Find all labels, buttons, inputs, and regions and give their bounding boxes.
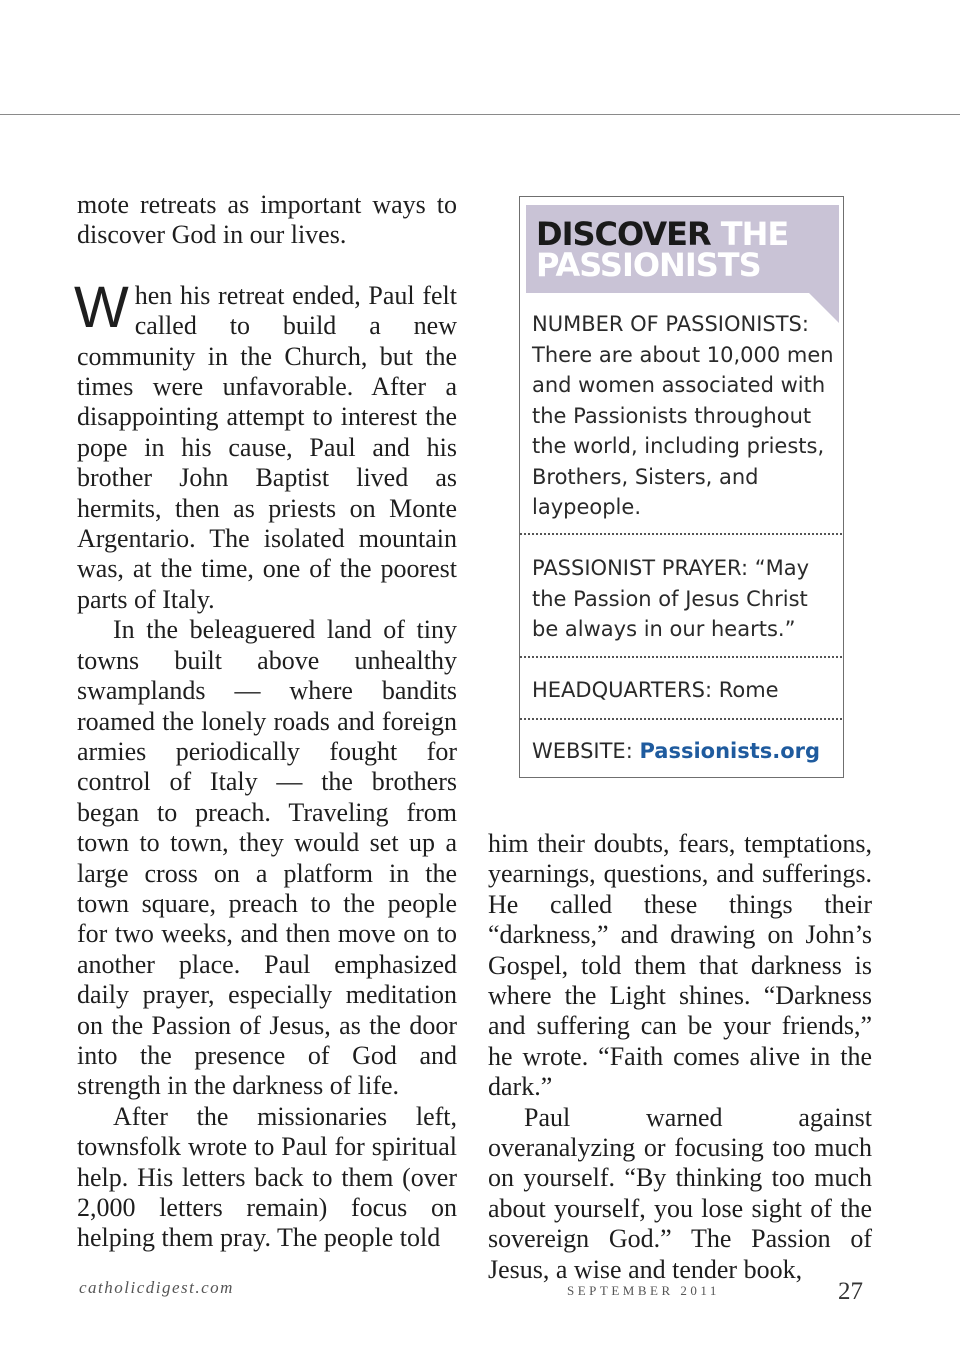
- sidebar-title-dark: DISCOVER: [536, 215, 711, 253]
- fact-value: “May the Passion of Jesus Christ be always in our hearts.”: [532, 556, 810, 641]
- website-link[interactable]: Passionists.org: [639, 739, 821, 763]
- dotted-divider: [520, 656, 842, 658]
- article-paragraph: [74, 274, 457, 615]
- article-paragraph: After the missionaries left, townsfolk wrote to Paul for spiritual help. His letters back to them (over 2,000 letters remain) focus on helping them pray. The people told: [77, 1101, 457, 1253]
- dotted-divider: [520, 718, 842, 720]
- fact-label: NUMBER OF PASSIONISTS:: [532, 312, 809, 336]
- discover-sidebar: [519, 196, 844, 778]
- sidebar-banner: [526, 205, 839, 317]
- article-paragraph: Paul warned against overanalyzing or focusing too much on yourself. “By thinking too much about yourself, you lose sight of the sovereign God.” The Passion of Jesus, a wise and tender book,: [488, 1102, 872, 1284]
- page-number: 27: [838, 1278, 863, 1305]
- sidebar-title-light: THE: [720, 215, 789, 253]
- fact-headquarters: [532, 675, 834, 706]
- fact-value: Rome: [718, 678, 779, 702]
- article-paragraph-text: hen his retreat ended, Paul felt called to build a new community in the Church, but the times were unfavorable. After a disappointing attempt to interest the pope in his cause, Paul and his brother John Baptist lived as hermits, then as priests on Monte Argentario. The isolated mountain was, at the time, one of the poorest parts of Italy.: [77, 280, 457, 614]
- sidebar-title-light: PASSIONISTS: [536, 246, 761, 284]
- fact-number-of-passionists: [532, 309, 834, 523]
- footer-issue-date: SEPTEMBER 2011: [567, 1283, 720, 1298]
- footer-site: catholicdigest.com: [79, 1278, 234, 1297]
- fact-website: [532, 736, 834, 767]
- top-rule: [0, 114, 960, 115]
- article-paragraph: mote retreats as important ways to discover God in our lives.: [77, 190, 457, 250]
- fact-passionist-prayer: [532, 553, 834, 645]
- fact-value: There are about 10,000 men and women associated with the Passionists throughout the world, including priests, Brothers, Sisters, and laypeople.: [532, 342, 834, 519]
- fact-label: WEBSITE:: [532, 739, 633, 763]
- article-paragraph: him their doubts, fears, temptations, yearnings, questions, and sufferings. He called these things their “darkness,” and drawing on John’s Gospel, told them that darkness is where the Light shines. “Darkness and suffering can be your friends,” he wrote. “Faith comes alive in the dark.”: [488, 829, 872, 1102]
- article-paragraph: In the beleaguered land of tiny towns built above unhealthy swamplands — where bandits roamed the lonely roads and foreign armies periodically fought for control of Italy — the brothers began to preach. Traveling from town to town, they would set up a large cross on a platform in the town square, preach to the people for two weeks, and then move on to another place. Paul emphasized daily prayer, especially meditation on the Passion of Jesus, as the door into the presence of God and strength in the darkness of life.: [77, 615, 457, 1101]
- article-left-column: [74, 190, 457, 1254]
- drop-cap: W: [74, 274, 129, 340]
- dotted-divider: [520, 533, 842, 535]
- paragraph-gap: [77, 251, 457, 281]
- fact-label: HEADQUARTERS:: [532, 678, 713, 702]
- article-right-column: [488, 829, 872, 1285]
- fact-label: PASSIONIST PRAYER:: [532, 556, 749, 580]
- sidebar-title: [536, 215, 789, 284]
